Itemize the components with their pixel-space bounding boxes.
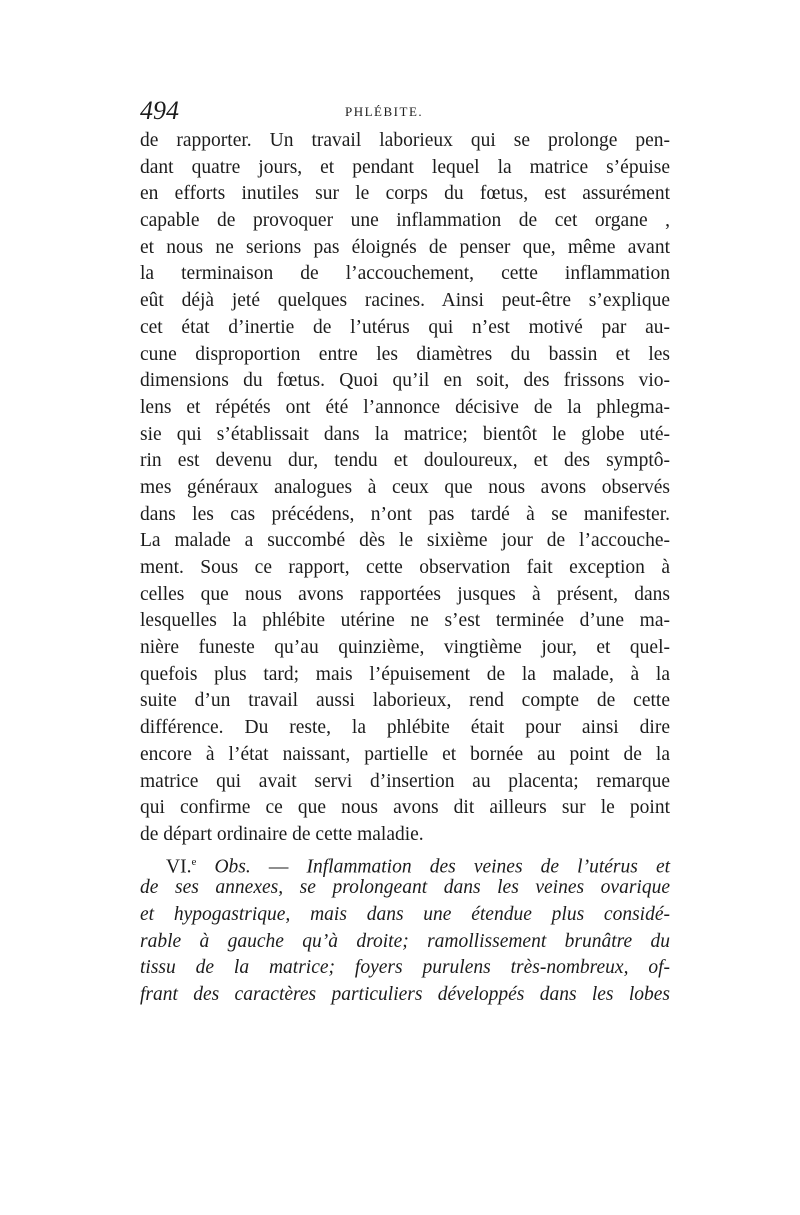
observation-title-line: frant des caractères particuliers développés dans les lobes <box>140 984 670 1005</box>
text-line: celles que nous avons rapportées jusques à présent, dans <box>140 583 670 605</box>
text-line: en efforts inutiles sur le corps du fœtus, est assurément <box>140 183 670 205</box>
text-line: ment. Sous ce rapport, cette observation fait exception à <box>140 557 670 578</box>
text-line: matrice qui avait servi d’insertion au placenta; remarque <box>140 770 670 792</box>
observation-number-suffix: e <box>191 855 197 868</box>
main-text <box>140 128 670 1009</box>
observation-number: VI. <box>166 856 192 878</box>
text-line: la terminaison de l’accouchement, cette inflammation <box>140 263 670 285</box>
text-line: rin est devenu dur, tendu et douloureux, et des symptô- <box>140 450 670 472</box>
text-line: différence. Du reste, la phlébite était pour ainsi dire <box>140 717 670 739</box>
text-line: encore à l’état naissant, partielle et bornée au point de la <box>140 743 670 765</box>
text-line: cune disproportion entre les diamètres du bassin et les <box>140 343 670 365</box>
observation-title-line: et hypogastrique, mais dans une étendue plus considé- <box>140 903 670 925</box>
text-line: de rapporter. Un travail laborieux qui se prolonge pen- <box>140 130 670 151</box>
page-header <box>140 96 670 126</box>
observation-heading-line <box>140 849 670 876</box>
text-line: capable de provoquer une inflammation de cet organe , <box>140 210 670 232</box>
observation-title-line: rable à gauche qu’à droite; ramollissement brunâtre du <box>140 930 670 952</box>
text-line: dimensions du fœtus. Quoi qu’il en soit, des frissons vio- <box>140 370 670 392</box>
page-number: 494 <box>140 96 179 125</box>
text-line: quefois plus tard; mais l’épuisement de la malade, à la <box>140 663 670 685</box>
observation-title-line: de ses annexes, se prolongeant dans les veines ovarique <box>140 877 670 899</box>
text-line: La malade a succombé dès le sixième jour de l’accouche- <box>140 530 670 552</box>
text-line: suite d’un travail aussi laborieux, rend compte de cette <box>140 690 670 712</box>
text-line: et nous ne serions pas éloignés de penser que, même avant <box>140 236 670 258</box>
observation-title-start: Inflammation des veines de l’utérus et <box>306 856 671 878</box>
text-line: eût déjà jeté quelques racines. Ainsi peut-être s’explique <box>140 290 670 312</box>
running-head: PHLÉBITE. <box>345 104 424 119</box>
observation-abbrev: Obs. <box>214 856 251 878</box>
text-line: mes généraux analogues à ceux que nous avons observés <box>140 476 670 498</box>
text-line: de départ ordinaire de cette maladie. <box>140 823 424 845</box>
text-line: dans les cas précédens, n’ont pas tardé à se manifester. <box>140 503 670 525</box>
text-line: lesquelles la phlébite utérine ne s’est terminée d’une ma- <box>140 610 670 632</box>
text-line: sie qui s’établissait dans la matrice; bientôt le globe uté- <box>140 423 670 445</box>
text-line: lens et répétés ont été l’annonce décisive de la phlegma- <box>140 396 670 418</box>
text-line: dant quatre jours, et pendant lequel la matrice s’épuise <box>140 156 670 178</box>
text-line: nière funeste qu’au quinzième, vingtième jour, et quel- <box>140 637 670 659</box>
observation-title-line: tissu de la matrice; foyers purulens très-nombreux, of- <box>140 957 670 979</box>
observation-dash: — <box>268 856 289 878</box>
text-line: qui confirme ce que nous avons dit ailleurs sur le point <box>140 797 670 819</box>
text-line: cet état d’inertie de l’utérus qui n’est motivé par au- <box>140 316 670 338</box>
